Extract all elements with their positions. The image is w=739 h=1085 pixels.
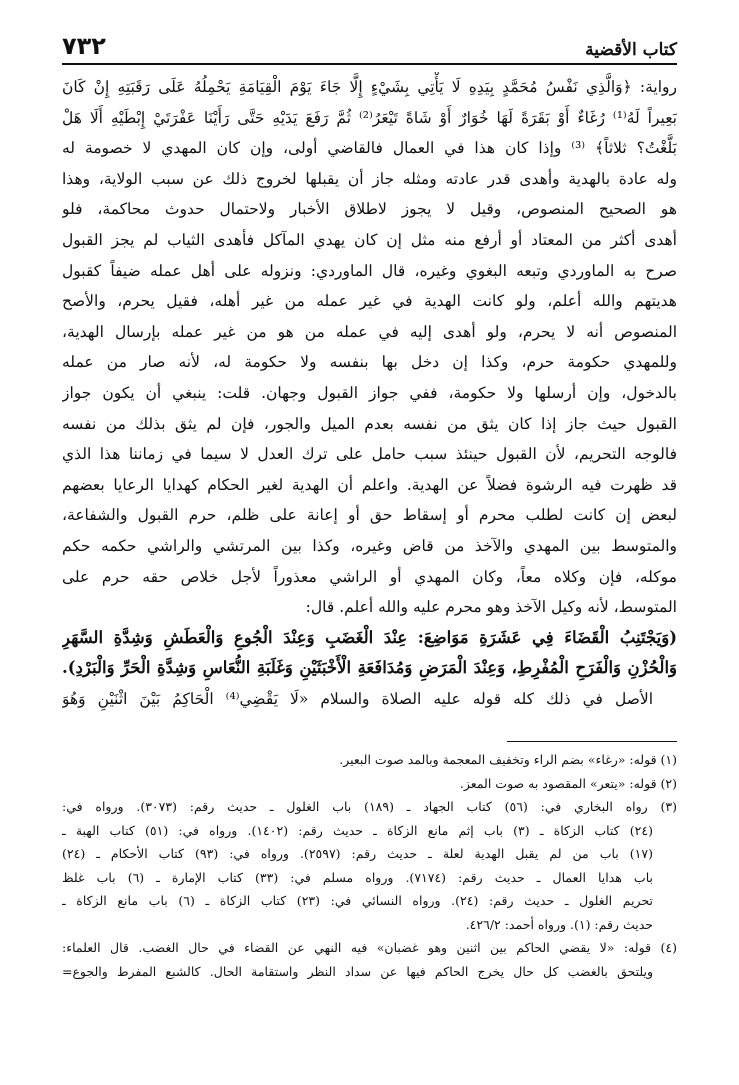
text-line: هديتهم والله أعلم، ولو كانت الهدية في غير عمله من غير أهله، فقيل يحرم، والأصح: [62, 292, 677, 311]
footnote-line: (٢٤) كتاب الزكاة ـ (٣) باب إثم مانع الزكاة ـ حديث رقم: (١٤٠٢). ورواه في: (٥١) كتاب الهبة ـ: [62, 822, 653, 838]
footnote-line: (١) قوله: «رغاء» بضم الراء وتخفيف المعجمة وبالمد صوت البعير.: [339, 752, 677, 767]
text-line: وله عادة بالهدية وأهدى قدر عادته ومثله جاز أن يقبلها لخروج ذلك عن سبب الولاية، وهذا: [62, 169, 677, 188]
text-line: بَعِيراً لَهُ⁽¹⁾ رُغَاءٌ أَوْ بَقَرَةً لَهَا خُوَارٌ أَوْ شَاةً تَيْعَرُ⁽²⁾ ثُمَّ رَفَعَ يَدَيْهِ حَتَّى رَأَيْنَا عَفْرَتَيْ إِبْطَيْهِ أَلَا هَلْ: [62, 108, 677, 127]
text-line: رواية: ﴿وَالَّذِي نَفْسُ مُحَمَّدٍ بِيَدِهِ لَا يَأْتِي بِشَيْءٍ إِلَّا جَاءَ يَوْمَ الْقِيَامَةِ يَحْمِلُهُ عَلَى رَقَبَتِهِ إِنْ كَانَ: [62, 78, 677, 96]
text-line: قد ظهرت فيه الرشوة فضلاً عن الهدية. واعلم أن الهدية لغير الحكام كهدايا الرعايا بعضهم: [62, 475, 677, 494]
footnote-line: ويلتحق بالغضب كل حال يخرج الحاكم فيها عن سداد النظر واستقامة الحال. كالشبع المفرط والجوع=: [62, 963, 653, 979]
footnote-line: (١٧) باب من لم يقبل الهدية لعلة ـ حديث رقم: (٢٥٩٧). ورواه في: (٩٣) كتاب الأحكام ـ (٢٤): [62, 846, 653, 861]
footnote-line: حديث رقم: (١). ورواه أحمد: ٤٢٦/٢.: [465, 916, 653, 932]
page-number: ٧٣٢: [62, 32, 106, 60]
text-line: القبول حيث جاز إذا كان يثق من نفسه بعدم الميل والجور، فإن لم يثق بذلك من نفسه: [62, 414, 677, 433]
text-line: أهدى أكثر من المعتاد أو أرفع منه مثل إن كان يهدي المآكل فأهدى الثياب لم يجز القبول: [62, 230, 677, 249]
text-line: المنصوص أنه لا يحرم، ولو أهدى إليه في عمله من هو من غير عمله بإرسال الهدية،: [62, 322, 677, 341]
text-line: هو الصحيح المنصوص، وقيل لا يجوز لاطلاق الأخبار ولاحتمال حدوث محاكمة، فلو: [62, 200, 677, 219]
page-header: [62, 30, 677, 65]
text-line: بالدخول، وإن أرسلها ولا حكومة، ففي جواز القبول وجهان. قلت: ينبغي أن يكون جواز: [62, 383, 677, 402]
main-text: [62, 72, 677, 714]
matn-line: (وَيَجْتَنِبُ الْقَضَاءَ فِي عَشَرَةِ مَوَاضِعَ: عِنْدَ الْغَضَبِ وَعِنْدَ الْجُوعِ وَالْعَطَشِ وَشِدَّةِ السَّهَرِ: [62, 627, 677, 647]
matn-line: وَالْحُزْنِ وَالْفَرَحِ الْمُفْرِطِ، وَعِنْدَ الْمَرَضِ وَمُدَافَعَةِ الْأَخْبَثَيْنِ وَغَلَبَةِ النُّعَاسِ وَشِدَّةِ الْحَرِّ وَالْبَرْدِ).: [62, 658, 677, 678]
footnote-line: (٢) قوله: «يتعر» المقصود به صوت المعز.: [459, 775, 677, 791]
footnote-line: باب هدايا العمال ـ حديث رقم: (٧١٧٤). ورواه مسلم في: (٣٣) كتاب الإمارة ـ (٦) باب غلظ: [62, 869, 653, 885]
text-line: فالوجه التحريم، لأن القبول حينئذ سبب حامل على ترك العدل لا سيما في زماننا هذا الذي: [62, 445, 677, 464]
text-line: المتوسط، لأنه وكيل الآخذ وهو محرم عليه والله أعلم. قال:: [305, 598, 677, 617]
footnotes: [62, 748, 677, 983]
footnote-separator: [507, 741, 677, 742]
text-line: لبعض إن كانت لطلب محرم أو إسقاط حق أو إعانة على ظلم، حرم القبول والشفاعة،: [62, 506, 677, 525]
text-line: والمتوسط بين المهدي والآخذ من قاض وغيره، وكذا بين المرتشي والراشي حكمه حكم: [62, 536, 677, 555]
text-line: بَلَّغْتُ؟ ثلاثاً﴾ ⁽³⁾ وإذا كان هذا في العمال فالقاضي أولى، وإن كان المهدي لا خصومة له: [62, 139, 677, 158]
text-line: موكله، فإن وكلاه معاً، وكان المهدي أو الراشي معذوراً لأجل خلاص حقه حرم على: [62, 567, 677, 586]
book-title: كتاب الأقضية: [585, 40, 677, 60]
text-line: الأصل في ذلك كله قوله عليه الصلاة والسلام «لَا يَقْضِي⁽⁴⁾ الْحَاكِمُ بَيْنَ اثْنَيْنِ وَهُوَ: [62, 689, 653, 708]
footnote-line: تحريم الغلول ـ حديث رقم: (٢٤). ورواه النسائي في: (٢٣) كتاب الزكاة ـ (٦) باب مانع الزكاة ـ: [62, 893, 653, 908]
text-line: صرح به الماوردي وتبعه البغوي وغيره، قال الماوردي: ونزوله على أهل عمله ضيفاً كقبول: [62, 261, 677, 280]
footnote-line: (٤) قوله: «لا يقضي الحاكم بين اثنين وهو غضبان» فيه النهي عن القضاء في حال الغضب. قال العلماء:: [62, 940, 677, 955]
text-line: وللمهدي حكومة حرم، وكذا إن دخل بها بنفسه ولا حكومة له، لأنه صار من عمله: [62, 353, 677, 372]
footnote-line: (٣) رواه البخاري في: (٥٦) كتاب الجهاد ـ (١٨٩) باب الغلول ـ حديث رقم: (٣٠٧٣). ورواه في:: [62, 799, 677, 814]
